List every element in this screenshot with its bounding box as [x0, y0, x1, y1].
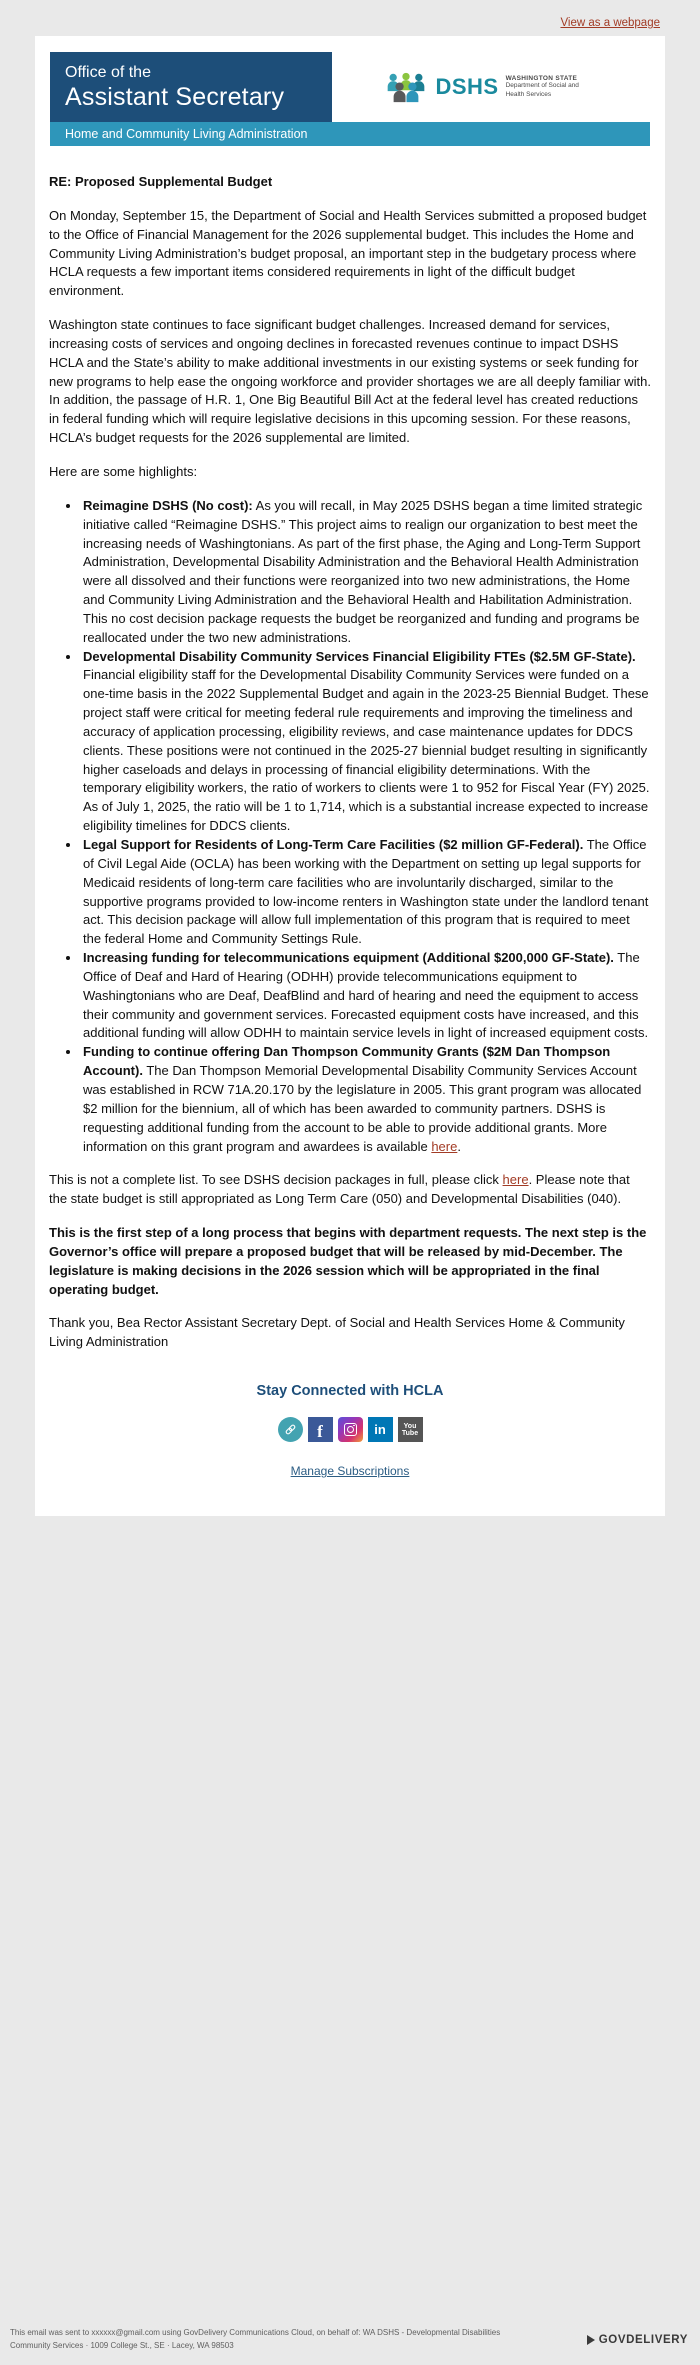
govdelivery-mark-icon: [587, 2335, 595, 2345]
bullet-text: Financial eligibility staff for the Developmental Disability Community Services were funded on a one-time basis in the 2022 Supplemental Budget and again in the 2023-25 Biennial Budget. These project staff were critical for meeting federal rule requirements and improving the timeliness and accuracy of application processing, eligibility reviews, and case maintenance updates for DDCS clients. These positions were not continued in the 2025-27 biennial budget resulting in significantly higher caseloads and delays in processing of financial eligibility determinations. With the temporary eligibility workers, the ratio of workers to clients were 1 to 952 for Fiscal Year (FY) 2025. As of July 1, 2025, the ratio will be 1 to 1,714, which is a substantial increase expected to increase eligibility timelines for DDCS clients.: [83, 667, 650, 834]
dshs-wordmark: DSHS: [435, 74, 499, 99]
fine-print: This email was sent to xxxxxx@gmail.com using GovDelivery Communications Cloud, on behalf of: WA DSHS - Developmental Disabilities Community Services · 1009 College St., SE · Lacey, WA 98503: [10, 2328, 501, 2351]
dshs-people-icon: [384, 71, 428, 104]
connect-section: [47, 1369, 653, 1492]
youtube-wordmark-bottom: Tube: [401, 1429, 419, 1437]
subject-line: RE: Proposed Supplemental Budget: [49, 174, 273, 189]
bullet-text-after-link: .: [457, 1138, 461, 1154]
bullet-text: The Office of Civil Legal Aide (OCLA) has been working with the Department on setting up legal supports for Medicaid residents of long-term care facilities who are involuntarily discharged, similar to the supportive programs provided to low-income renters in Washington state under the landlord tenant act. This decision package will allow full implementation of this program that is required to meet the federal Home and Community Settings Rule.: [83, 837, 649, 947]
share-link-icon[interactable]: [278, 1417, 303, 1442]
banner-title-block: [50, 52, 332, 122]
paragraph-not-complete-list: [49, 1171, 651, 1209]
youtube-wordmark-top: You: [403, 1422, 417, 1430]
banner-title-line2: Assistant Secretary: [65, 83, 285, 112]
bullet-lead: Developmental Disability Community Services Financial Eligibility FTEs ($2.5M GF-State).: [83, 648, 636, 664]
banner-title-line1: Office of the: [65, 64, 151, 81]
bullet-text: As you will recall, in May 2025 DSHS began a time limited strategic initiative called “Reimagine DSHS.” This project aims to realign our organization to best meet the increasing needs of Washingtonians. As part of the first phase, the Aging and Long-Term Support Administration, Developmental Disability Administration and the Behavioral Health Administration were all dissolved and their functions were reorganized into two new administrations, the Home and Community Living Administration and the Behavioral Health and Habilitation Administration. This no cost decision package requests the budget be reorganized and funding and programs be reallocated under the two new administrations.: [83, 497, 643, 645]
facebook-icon[interactable]: [308, 1417, 333, 1442]
highlights-list: [49, 497, 651, 1157]
list-item-telecom-equipment: [81, 949, 651, 1043]
p3-before-link: This is not a complete list. To see DSHS decision packages in full, please click: [49, 1172, 503, 1188]
bullet-lead: Reimagine DSHS (No cost):: [83, 497, 253, 513]
paragraph-next-steps: This is the first step of a long process that begins with department requests. The next step is the Governor’s office will prepare a proposed budget that will be released by mid-December. The legislature is making decisions in the 2026 session which will be appropriated in the final operating budget.: [49, 1225, 647, 1297]
linkedin-in-glyph: in: [374, 1422, 386, 1438]
facebook-f-glyph: f: [317, 1422, 323, 1442]
list-item-dan-thompson-grants: [81, 1043, 651, 1156]
social-icons-row: [47, 1417, 653, 1442]
bullet-lead: Increasing funding for telecommunications equipment (Additional $200,000 GF-State).: [83, 950, 614, 966]
signoff: Thank you, Bea Rector Assistant Secretary Dept. of Social and Health Services Home & Community Living Administration: [49, 1315, 625, 1350]
topbar: [0, 0, 700, 36]
paragraph-intro: On Monday, September 15, the Department of Social and Health Services submitted a proposed budget to the Office of Financial Management for the 2026 supplemental budget. This includes the Home and Community Living Administration’s budget proposal, an important step in the budgetary process where HCLA requests a few important items considered requirements in light of the difficult budget environment.: [49, 207, 647, 299]
logo-tagline-dept: Department of Social and Health Services: [505, 82, 579, 98]
highlights-intro: Here are some highlights:: [49, 463, 198, 479]
banner-top: [50, 52, 650, 122]
banner-subtitle-bar: Home and Community Living Administration: [50, 122, 650, 146]
instagram-icon[interactable]: [338, 1417, 363, 1442]
view-as-webpage-link[interactable]: View as a webpage: [560, 17, 660, 29]
bullet-lead: Funding to continue offering Dan Thompson Community Grants ($2M Dan Thompson Account).: [83, 1044, 611, 1079]
govdelivery-wordmark: GOVDELIVERY: [598, 2334, 688, 2347]
dshs-tagline: [506, 75, 598, 99]
list-item-reimagine-dshs: [81, 497, 651, 648]
bullet-text: The Office of Deaf and Hard of Hearing (ODHH) provide telecommunications equipment to Washingtonians who are Deaf, DeafBlind and hard of hearing and need the equipment to access their community and government services. Forecasted equipment costs have increased, and this additional funding will allow ODHH to maintain service levels in light of increased equipment costs.: [83, 950, 649, 1041]
email-card: [35, 36, 665, 1516]
connect-title: Stay Connected with HCLA: [256, 1383, 444, 1400]
bullet-lead: Legal Support for Residents of Long-Term Care Facilities ($2 million GF-Federal).: [83, 837, 584, 852]
bullet-text: The Dan Thompson Memorial Developmental Disability Community Services Account was established in RCW 71A.20.170 by the legislature in 2005. This grant program was allocated $2 million for the biennium, all of which has been awarded to community partners. DSHS is requesting additional funding from the account to be able to provide additional grants. More information on this grant program and awardees is available: [83, 1063, 642, 1154]
decision-packages-here-link[interactable]: here: [502, 1172, 529, 1188]
govdelivery-logo: [587, 2334, 688, 2346]
paragraph-budget-challenges: Washington state continues to face significant budget challenges. Increased demand for services, increasing costs of services and ongoing declines in forecasted revenues continue to impact DSHS HCLA and the State’s ability to make additional investments in our existing systems or seek funding for new programs to help ease the ongoing workforce and provider shortages we are all deeply familiar with. In addition, the passage of H.R. 1, One Big Beautiful Bill Act at the federal level has created reductions in federal funding which will require legislative decisions in this upcoming session. For these reasons, HCLA’s budget requests for the 2026 supplemental are limited.: [49, 317, 651, 446]
email-body: [47, 149, 653, 1369]
header-banner: [50, 52, 650, 146]
manage-subscriptions-link[interactable]: Manage Subscriptions: [290, 1464, 410, 1479]
list-item-legal-support: [81, 836, 651, 949]
dshs-logo: [332, 52, 650, 122]
email-footer: [0, 2317, 700, 2365]
instagram-camera-glyph: [344, 1423, 357, 1436]
linkedin-icon[interactable]: [368, 1417, 393, 1442]
logo-tagline-state: WASHINGTON STATE: [505, 75, 578, 83]
grant-info-here-link[interactable]: here: [431, 1138, 458, 1154]
p3-after-link: . Please note that the state budget is still appropriated as Long Term Care (050) and Developmental Disabilities (040).: [49, 1172, 630, 1207]
chain-link-icon: [283, 1422, 298, 1437]
list-item-dd-eligibility-ftes: [81, 648, 651, 836]
youtube-icon[interactable]: [398, 1417, 423, 1442]
